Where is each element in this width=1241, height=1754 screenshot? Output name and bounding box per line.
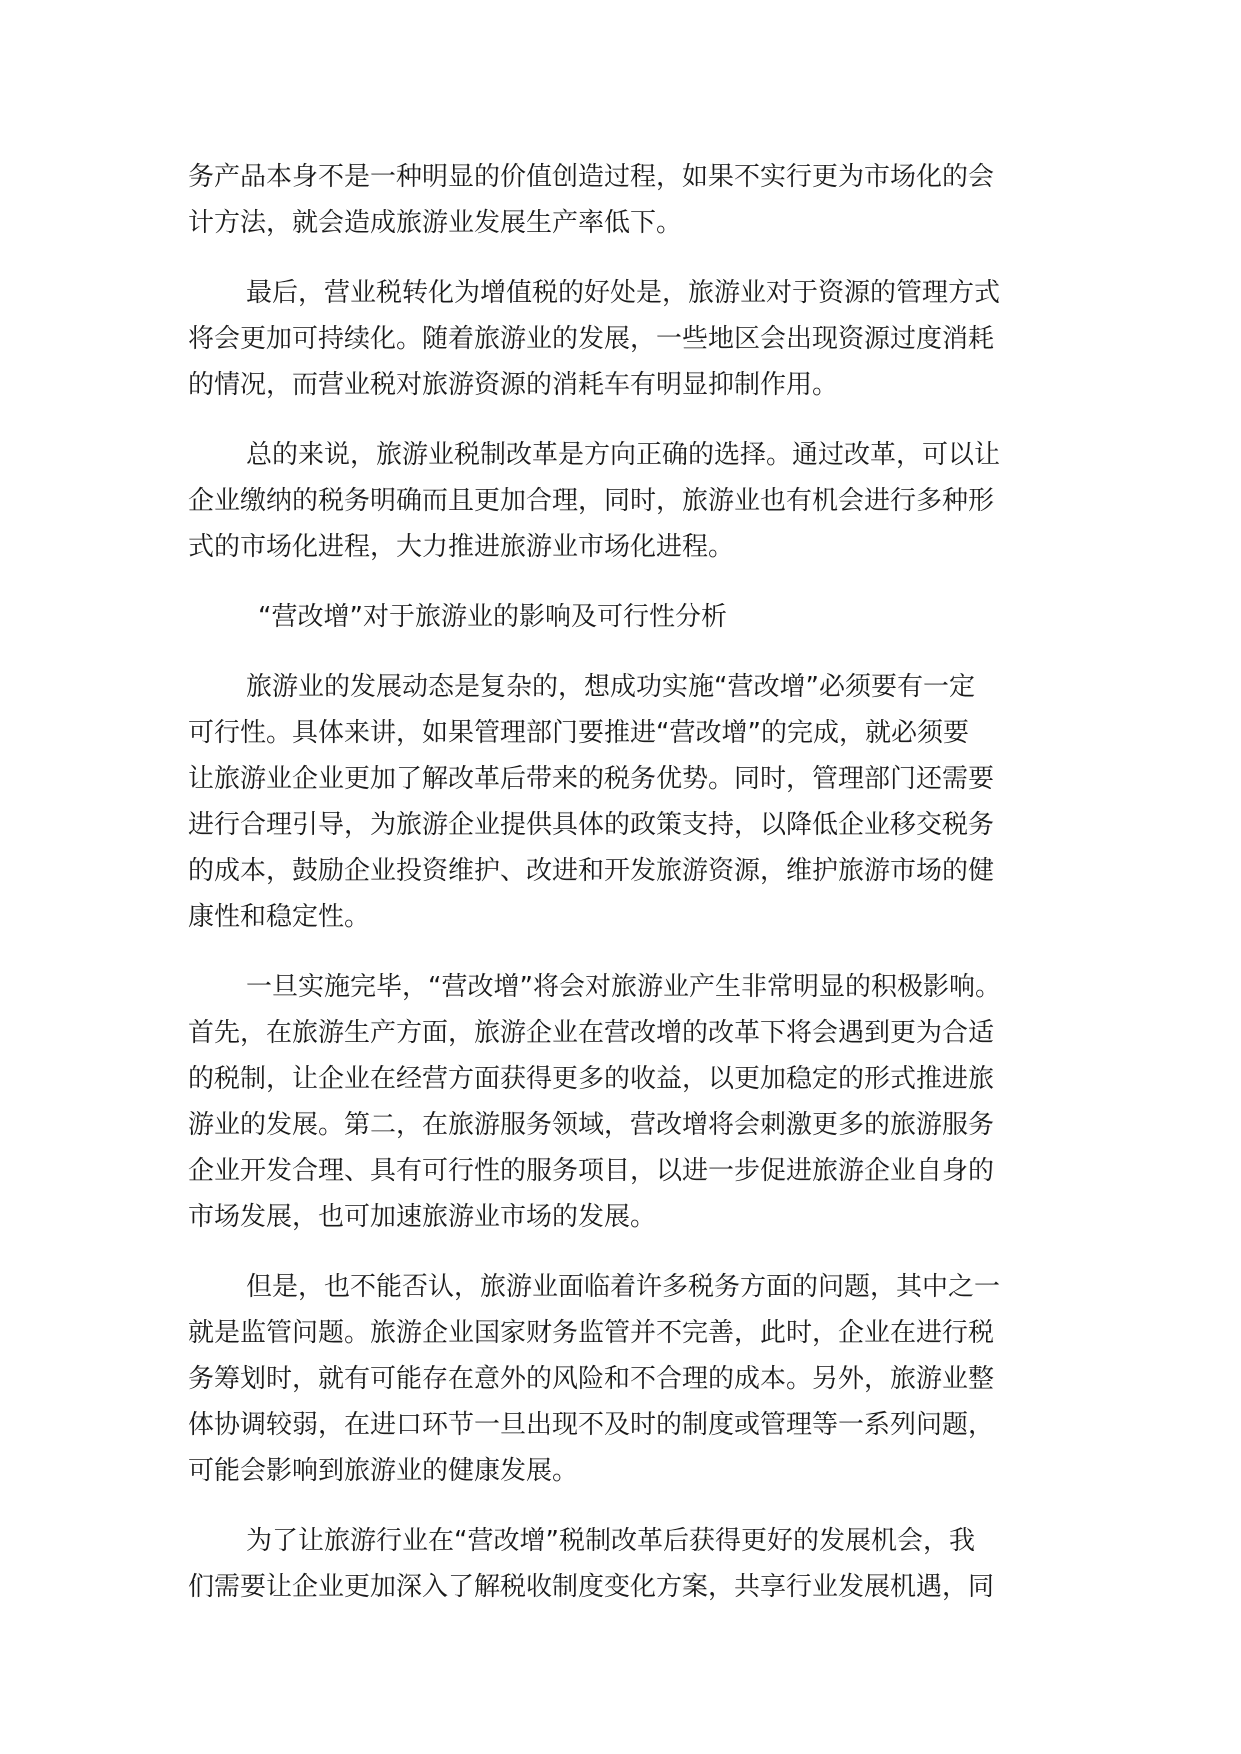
text-line: 企业缴纳的税务明确而且更加合理，同时，旅游业也有机会进行多种形 [188,486,995,516]
text-line: 就是监管问题。旅游企业国家财务监管并不完善，此时，企业在进行税 [188,1318,995,1348]
text-line: 可能会影响到旅游业的健康发展。 [188,1456,579,1486]
paragraph-vat-benefit [188,270,1068,408]
text-line: 计方法，就会造成旅游业发展生产率低下。 [188,208,683,238]
text-line: 企业开发合理、具有可行性的服务项目，以进一步促进旅游企业自身的 [188,1156,995,1186]
paragraph-problems [188,1264,1068,1494]
text-line: 务筹划时，就有可能存在意外的风险和不合理的成本。另外，旅游业整 [188,1364,995,1394]
text-line: 的成本，鼓励企业投资维护、改进和开发旅游资源，维护旅游市场的健 [188,856,995,886]
text-line: 一旦实施完毕，“营改增”将会对旅游业产生非常明显的积极影响。 [246,972,1001,1002]
text-line: 务产品本身不是一种明显的价值创造过程，如果不实行更为市场化的会 [188,162,995,192]
section-heading [188,594,1068,640]
text-line: 首先，在旅游生产方面，旅游企业在营改增的改革下将会遇到更为合适 [188,1018,995,1048]
text-line: 进行合理引导，为旅游企业提供具体的政策支持，以降低企业移交税务 [188,810,995,840]
text-line: 让旅游业企业更加了解改革后带来的税务优势。同时，管理部门还需要 [188,764,995,794]
text-line: 旅游业的发展动态是复杂的，想成功实施“营改增”必须要有一定 [246,672,975,702]
text-line: 市场发展，也可加速旅游业市场的发展。 [188,1202,657,1232]
text-line: 总的来说，旅游业税制改革是方向正确的选择。通过改革，可以让 [246,440,1001,470]
paragraph-positive-impact [188,964,1068,1240]
text-line: 体协调较弱，在进口环节一旦出现不及时的制度或管理等一系列问题， [188,1410,995,1440]
text-line: 最后，营业税转化为增值税的好处是，旅游业对于资源的管理方式 [246,278,1001,308]
text-line: 游业的发展。第二，在旅游服务领域，营改增将会刺激更多的旅游服务 [188,1110,995,1140]
paragraph-recommendation [188,1518,1068,1610]
paragraph-summary [188,432,1068,570]
paragraph-feasibility [188,664,1068,940]
heading-text: “营改增”对于旅游业的影响及可行性分析 [258,602,727,632]
text-line: 可行性。具体来讲，如果管理部门要推进“营改增”的完成，就必须要 [188,718,969,748]
text-line: 式的市场化进程，大力推进旅游业市场化进程。 [188,532,735,562]
text-line: 们需要让企业更加深入了解税收制度变化方案，共享行业发展机遇，同 [188,1572,995,1602]
text-line: 为了让旅游行业在“营改增”税制改革后获得更好的发展机会，我 [246,1526,975,1556]
text-line: 的税制，让企业在经营方面获得更多的收益，以更加稳定的形式推进旅 [188,1064,995,1094]
text-line: 将会更加可持续化。随着旅游业的发展，一些地区会出现资源过度消耗 [188,324,995,354]
text-line: 但是，也不能否认，旅游业面临着许多税务方面的问题，其中之一 [246,1272,1001,1302]
paragraph-continuation [188,154,1068,246]
text-line: 康性和稳定性。 [188,902,371,932]
text-line: 的情况，而营业税对旅游资源的消耗车有明显抑制作用。 [188,370,839,400]
document-body [188,154,1068,1634]
